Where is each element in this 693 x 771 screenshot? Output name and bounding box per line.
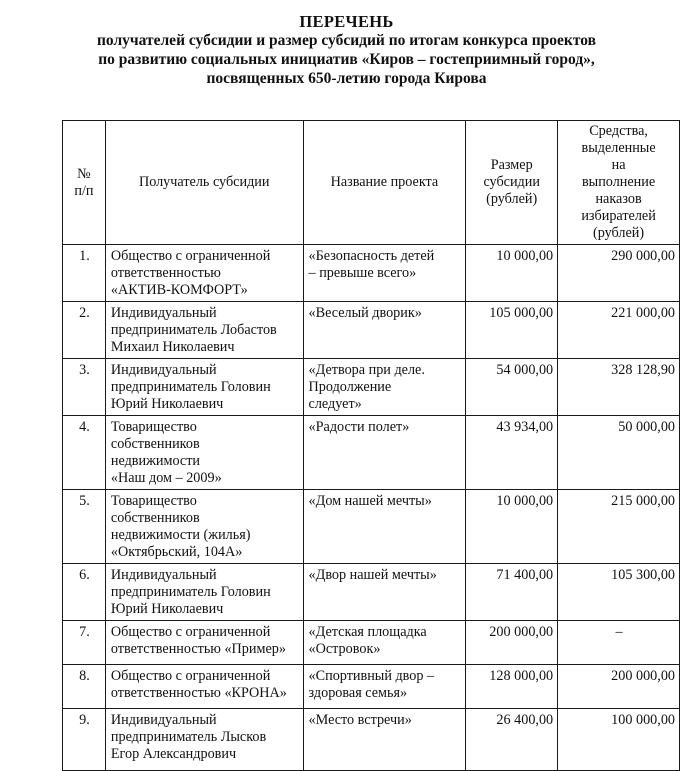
subtitle-line-1: получателей субсидии и размер субсидий по итогам конкурса проектов <box>96 32 597 49</box>
cell-funds: 290 000,00 <box>558 245 680 302</box>
table-row <box>63 621 680 665</box>
cell-recipient: Товарищество собственников недвижимости «Наш дом – 2009» <box>105 416 303 490</box>
column-header-amount: Размер субсидии (рублей) <box>466 121 558 245</box>
cell-amount: 43 934,00 <box>466 416 558 490</box>
cell-amount: 26 400,00 <box>466 709 558 771</box>
table-row <box>63 416 680 490</box>
table-row <box>63 665 680 709</box>
cell-funds: 100 000,00 <box>558 709 680 771</box>
column-header-funds: Средства, выделенные на выполнение наказов избирателей (рублей) <box>558 121 680 245</box>
table-row <box>63 490 680 564</box>
cell-project: «Дом нашей мечты» <box>303 490 466 564</box>
cell-funds: 221 000,00 <box>558 302 680 359</box>
cell-funds: 215 000,00 <box>558 490 680 564</box>
cell-amount: 54 000,00 <box>466 359 558 416</box>
subtitle-line-2: по развитию социальных инициатив «Киров – гостеприимный город», <box>98 51 595 68</box>
cell-recipient: Общество с ограниченной ответственностью «Пример» <box>105 621 303 665</box>
cell-amount: 128 000,00 <box>466 665 558 709</box>
table-row <box>63 302 680 359</box>
table-row <box>63 359 680 416</box>
cell-project: «Место встречи» <box>303 709 466 771</box>
cell-project: «Веселый дворик» <box>303 302 466 359</box>
cell-recipient: Индивидуальный предприниматель Головин Юрий Николаевич <box>105 564 303 621</box>
cell-funds: 200 000,00 <box>558 665 680 709</box>
document-header <box>0 12 693 88</box>
cell-number: 9. <box>63 709 106 771</box>
cell-number: 2. <box>63 302 106 359</box>
cell-recipient: Индивидуальный предприниматель Лысков Егор Александрович <box>105 709 303 771</box>
column-header-recipient: Получатель субсидии <box>105 121 303 245</box>
cell-amount: 10 000,00 <box>466 490 558 564</box>
cell-recipient: Индивидуальный предприниматель Лобастов Михаил Николаевич <box>105 302 303 359</box>
table-row <box>63 709 680 771</box>
cell-recipient: Индивидуальный предприниматель Головин Юрий Николаевич <box>105 359 303 416</box>
cell-number: 7. <box>63 621 106 665</box>
cell-number: 6. <box>63 564 106 621</box>
cell-project: «Спортивный двор – здоровая семья» <box>303 665 466 709</box>
column-header-project: Название проекта <box>303 121 466 245</box>
cell-number: 1. <box>63 245 106 302</box>
recipients-table <box>62 120 680 771</box>
cell-funds: 50 000,00 <box>558 416 680 490</box>
subtitle-line-3: посвященных 650-летию города Кирова <box>206 70 487 87</box>
cell-project: «Детвора при деле. Продолжение следует» <box>303 359 466 416</box>
cell-recipient: Общество с ограниченной ответственностью «КРОНА» <box>105 665 303 709</box>
column-header-number: № п/п <box>63 121 106 245</box>
cell-amount: 10 000,00 <box>466 245 558 302</box>
cell-number: 4. <box>63 416 106 490</box>
cell-project: «Безопасность детей – превыше всего» <box>303 245 466 302</box>
document-title: ПЕРЕЧЕНЬ <box>299 12 394 31</box>
cell-number: 8. <box>63 665 106 709</box>
cell-project: «Двор нашей мечты» <box>303 564 466 621</box>
table-row <box>63 564 680 621</box>
cell-project: «Детская площадка «Островок» <box>303 621 466 665</box>
cell-recipient: Товарищество собственников недвижимости (жилья) «Октябрьский, 104А» <box>105 490 303 564</box>
cell-amount: 200 000,00 <box>466 621 558 665</box>
cell-amount: 71 400,00 <box>466 564 558 621</box>
table-row <box>63 245 680 302</box>
cell-funds: – <box>558 621 680 665</box>
cell-recipient: Общество с ограниченной ответственностью «АКТИВ-КОМФОРТ» <box>105 245 303 302</box>
table-header-row <box>63 121 680 245</box>
cell-amount: 105 000,00 <box>466 302 558 359</box>
cell-funds: 105 300,00 <box>558 564 680 621</box>
cell-funds: 328 128,90 <box>558 359 680 416</box>
cell-number: 3. <box>63 359 106 416</box>
cell-project: «Радости полет» <box>303 416 466 490</box>
cell-number: 5. <box>63 490 106 564</box>
